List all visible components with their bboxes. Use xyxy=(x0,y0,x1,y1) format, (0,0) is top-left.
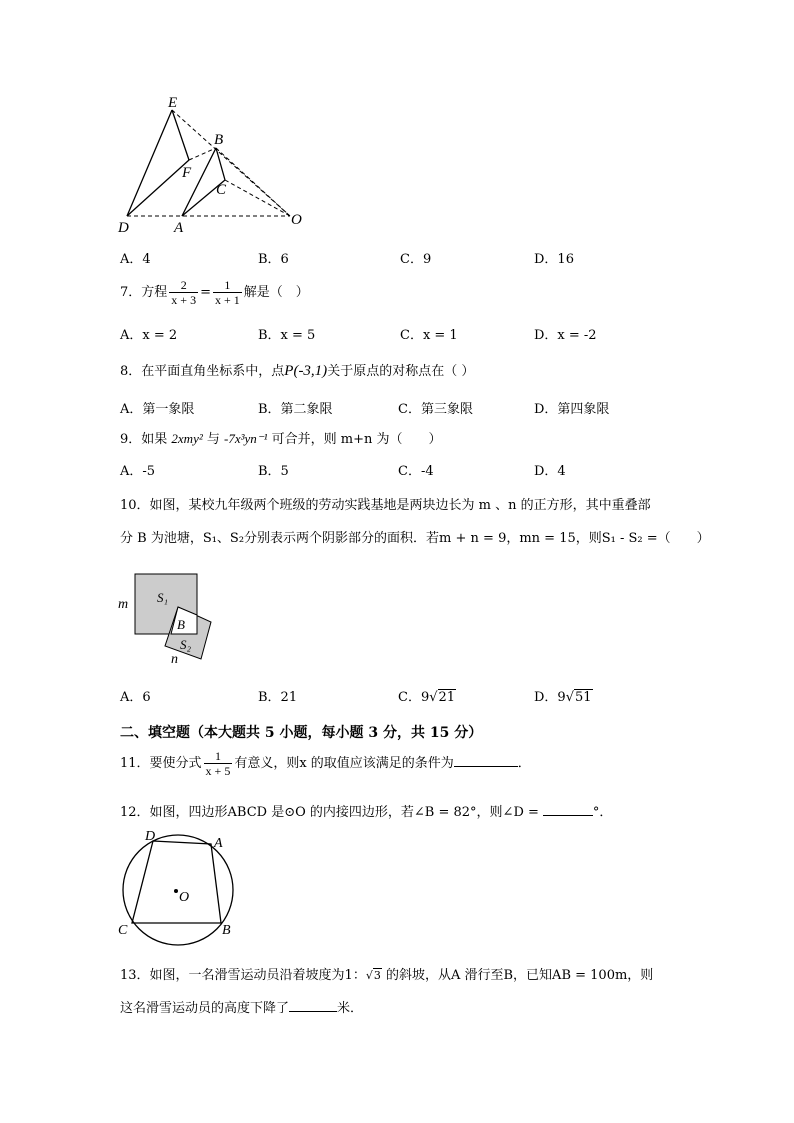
q11-fraction: $\frac{1}{x + 5}$ xyxy=(205,749,231,778)
q7-option-d: D．x = -2 xyxy=(534,328,597,343)
label-B: B xyxy=(214,132,224,148)
q7-question xyxy=(120,277,309,309)
q7-option-b: B．x = 5 xyxy=(258,328,316,343)
q9-question: 9．如果 2xmy² 与 -7x³yn⁻¹ 可合并，则 m+n 为（ ） xyxy=(120,431,442,447)
q10-option-c: C．9√21 xyxy=(398,690,456,705)
label-E: E xyxy=(168,95,178,111)
q8-option-a: A．第一象限 xyxy=(120,402,195,417)
q8-option-b: B．第二象限 xyxy=(258,402,333,417)
sqrt-51: √51 xyxy=(565,690,592,705)
q9-term2: -7x³yn⁻¹ xyxy=(224,431,268,446)
label-O: O xyxy=(179,890,190,905)
q10-option-a: A．6 xyxy=(120,690,151,705)
q13-line-2: 这名滑雪运动员的高度下降了 米． xyxy=(120,1001,364,1016)
q11-question: 11．要使分式 $\frac{1}{x + 5}$ 有意义，则x 的取值应该满足的条件为 ． xyxy=(120,749,531,778)
figure-q6-triangles xyxy=(110,92,330,237)
label-F: F xyxy=(182,165,192,181)
q6-option-a: A．4 xyxy=(120,252,151,267)
q7-option-c: C．x = 1 xyxy=(400,328,458,343)
q10-option-b: B．21 xyxy=(258,690,298,705)
q7-pre: 方程 xyxy=(141,285,168,300)
q11-answer-blank[interactable] xyxy=(454,766,518,767)
sqrt-21: √21 xyxy=(429,690,456,705)
q9-term1: 2xmy² xyxy=(171,431,203,446)
q9-option-c: C．-4 xyxy=(398,464,434,479)
figure-q12-circle xyxy=(112,828,247,948)
label-O: O xyxy=(291,212,302,228)
q9-option-b: B．5 xyxy=(258,464,289,479)
label-D: D xyxy=(118,220,129,236)
q13-answer-blank[interactable] xyxy=(289,1011,337,1012)
q10-option-d: D．9√51 xyxy=(534,690,592,705)
label-D: D xyxy=(145,829,156,844)
q12-answer-blank[interactable] xyxy=(543,815,593,816)
q6-option-d: D．16 xyxy=(534,252,574,267)
q8-point: P(-3,1) xyxy=(284,363,328,379)
q7-number: 7． xyxy=(120,285,142,300)
q6-option-b: B．6 xyxy=(258,252,289,267)
figure-q10-squares xyxy=(115,570,225,670)
label-s2: S₂ xyxy=(180,637,192,652)
q13-line-1: 13．如图，一名滑雪运动员沿着坡度为1：√3 的斜坡，从A 滑行至B，已知AB = 100m，则 xyxy=(120,968,654,983)
label-C: C xyxy=(118,923,128,938)
label-b: B xyxy=(177,617,185,632)
label-C: C xyxy=(216,182,227,198)
q8-option-c: C．第三象限 xyxy=(398,402,473,417)
q7-fraction-1: $\frac{2}{x + 3}$ xyxy=(171,278,197,307)
q7-equals: = xyxy=(200,285,211,300)
section-2-heading: 二、填空题（本大题共 5 小题，每小题 3 分，共 15 分） xyxy=(120,725,483,741)
q9-option-a: A．-5 xyxy=(120,464,156,479)
q10-line-1: 10．如图，某校九年级两个班级的劳动实践基地是两块边长为 m 、n 的正方形，其中重叠部 xyxy=(120,498,651,513)
q6-option-c: C．9 xyxy=(400,252,432,267)
q8-question: 8．在平面直角坐标系中，点P(-3,1)关于原点的对称点在（ ） xyxy=(120,363,475,379)
sqrt-3: √3 xyxy=(365,969,381,982)
label-m: m xyxy=(118,597,129,612)
label-s1: S₁ xyxy=(157,590,169,605)
q9-option-d: D．4 xyxy=(534,464,566,479)
label-n: n xyxy=(171,652,178,667)
label-A: A xyxy=(174,220,184,236)
label-B: B xyxy=(222,923,231,938)
q7-post: 解是（ ） xyxy=(243,285,309,300)
q7-fraction-2: $\frac{1}{x + 1}$ xyxy=(214,278,240,307)
q7-option-a: A．x = 2 xyxy=(120,328,178,343)
q10-line-2: 分 B 为池塘，S₁、S₂分别表示两个阴影部分的面积．若m + n = 9，mn = 15，则S₁ - S₂ =（ ） xyxy=(120,531,710,546)
q12-question: 12．如图，四边形ABCD 是⊙O 的内接四边形，若∠B = 82°，则∠D = °． xyxy=(120,805,613,820)
q8-option-d: D．第四象限 xyxy=(534,402,610,417)
label-A: A xyxy=(214,836,223,851)
